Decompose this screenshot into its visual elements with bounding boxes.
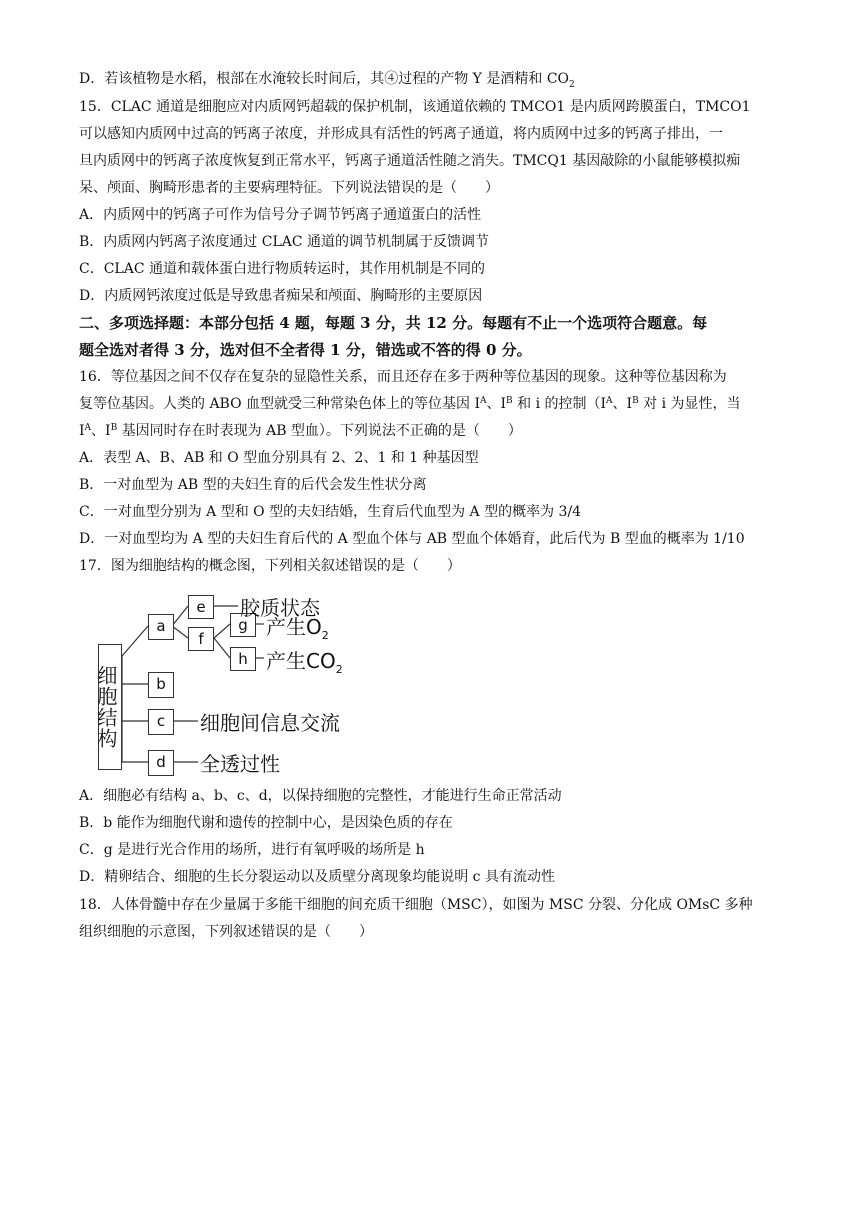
diagram-label-h: 产生$CO_2$: [266, 649, 343, 676]
q15-stem-line2: 可以感知内质网中过高的钙离子浓度，并形成具有活性的钙离子通道，将内质网中过多的钙离子排出，一: [79, 126, 723, 142]
diagram-node-b: b: [148, 672, 174, 698]
q15-option-c: C．CLAC 通道和载体蛋白进行物质转运时，其作用机制是不同的: [79, 261, 485, 277]
diagram-node-e: e: [188, 595, 214, 619]
q17-option-d: D．精卵结合、细胞的生长分裂运动以及质壁分离现象均能说明 c 具有流动性: [79, 869, 555, 885]
diagram-node-d: d: [148, 750, 174, 776]
q17-option-b: B．b 能作为细胞代谢和遗传的控制中心，是因染色质的存在: [79, 815, 453, 831]
q18-stem-line1: 18．人体骨髓中存在少量属于多能干细胞的间充质干细胞（MSC），如图为 MSC 分裂、分化成 OMsC 多种: [79, 897, 753, 913]
q17-option-a: A．细胞必有结构 a、b、c、d，以保持细胞的完整性，才能进行生命正常活动: [79, 788, 562, 804]
q15-stem-line3: 旦内质网中的钙离子浓度恢复到正常水平，钙离子通道活性随之消失。TMCQ1 基因敲除的小鼠能够模拟痴: [79, 153, 741, 169]
q15-stem-line1: 15．CLAC 通道是细胞应对内质网钙超载的保护机制，该通道依赖的 TMCO1 是内质网跨膜蛋白，TMCO1: [79, 99, 751, 115]
q16-option-c: C．一对血型分别为 A 型和 O 型的夫妇结婚，生育后代血型为 A 型的概率为 3/4: [79, 504, 582, 520]
q16-option-a: A．表型 A、B、AB 和 O 型血分别具有 2、2、1 和 1 种基因型: [79, 450, 479, 466]
q15-option-b: B．内质网内钙离子浓度通过 CLAC 通道的调节机制属于反馈调节: [79, 234, 490, 250]
q16-option-b: B．一对血型为 AB 型的夫妇生育的后代会发生性状分离: [79, 477, 427, 493]
section2-heading-line2: 题全选对者得 3 分，选对但不全者得 1 分，错选或不答的得 0 分。: [79, 341, 532, 359]
diagram-node-f: f: [188, 627, 214, 651]
q14-option-d: D．若该植物是水稻，根部在水淹较长时间后，其④过程的产物 Y 是酒精和 $CO_2$: [79, 71, 575, 90]
q15-option-a: A．内质网中的钙离子可作为信号分子调节钙离子通道蛋白的活性: [79, 207, 482, 223]
diagram-label-c: 细胞间信息交流: [200, 711, 340, 735]
q18-stem-line2: 组织细胞的示意图，下列叙述错误的是（ ）: [79, 924, 373, 940]
diagram-node-a: a: [148, 614, 174, 640]
diagram-label-g: 产生$O_2$: [266, 615, 329, 642]
diagram-node-c: c: [148, 709, 174, 735]
diagram-node-h: h: [230, 647, 256, 671]
q16-stem-line2: 复等位基因。人类的 ABO 血型就受三种常染色体上的等位基因 $I^A$、$I^B$ 和 i 的控制（$I^A$、$I^B$ 对 i 为显性，当: [79, 396, 741, 412]
q16-option-d: D．一对血型均为 A 型的夫妇生育后代的 A 型血个体与 AB 型血个体婚育，此后代为 B 型血的概率为 1/10: [79, 531, 745, 547]
q15-option-d: D．内质网钙浓度过低是导致患者痴呆和颅面、胸畸形的主要原因: [79, 288, 483, 304]
section2-heading-line1: 二、多项选择题：本部分包括 4 题，每题 3 分，共 12 分。每题有不止一个选项符合题意。每: [79, 314, 708, 332]
diagram-root-box: 细胞结构: [98, 644, 122, 770]
q17-option-c: C．g 是进行光合作用的场所，进行有氧呼吸的场所是 h: [79, 842, 425, 858]
diagram-node-g: g: [230, 613, 256, 637]
q17-stem: 17．图为细胞结构的概念图，下列相关叙述错误的是（ ）: [79, 558, 461, 574]
q15-stem-line4: 呆、颅面、胸畸形患者的主要病理特征。下列说法错误的是（ ）: [79, 180, 499, 196]
q16-stem-line3: $I^A$、$I^B$ 基因同时存在时表现为 AB 型血）。下列说法不正确的是（ ）: [79, 423, 522, 439]
q16-stem-line1: 16．等位基因之间不仅存在复杂的显隐性关系，而且还存在多于两种等位基因的现象。这种等位基因称为: [79, 369, 727, 385]
cell-structure-concept-diagram: [96, 586, 366, 776]
diagram-label-d: 全透过性: [200, 752, 280, 776]
diagram-label-e: 胶质状态: [240, 596, 320, 620]
